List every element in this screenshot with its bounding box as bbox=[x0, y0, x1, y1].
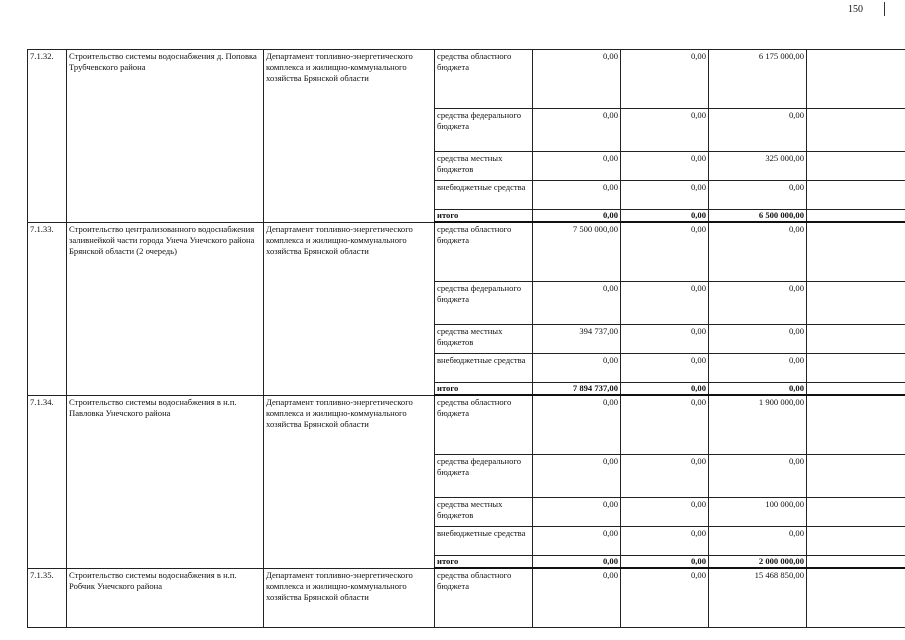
funding-source: внебюджетные средства bbox=[435, 527, 533, 556]
amount-year-3: 0,00 bbox=[709, 354, 807, 383]
amount-year-3: 0,00 bbox=[709, 282, 807, 325]
amount-year-1: 394 737,00 bbox=[533, 325, 621, 354]
responsible-department: Департамент топливно-энергетического комплекса и жилищно-коммунального хозяйства Брянской области bbox=[264, 395, 435, 568]
amount-year-2: 0,00 bbox=[621, 527, 709, 556]
funding-source: средства федерального бюджета bbox=[435, 455, 533, 498]
item-code: 7.1.35. bbox=[28, 568, 67, 628]
amount-year-2: 0,00 bbox=[621, 354, 709, 383]
empty-cell bbox=[807, 498, 905, 527]
funding-row bbox=[28, 50, 905, 109]
amount-year-2: 0,00 bbox=[621, 498, 709, 527]
funding-source: средства областного бюджета bbox=[435, 395, 533, 455]
amount-year-1: 0,00 bbox=[533, 50, 621, 109]
empty-cell bbox=[807, 455, 905, 498]
empty-cell bbox=[807, 383, 905, 396]
amount-year-2: 0,00 bbox=[621, 568, 709, 628]
amount-year-1: 0,00 bbox=[533, 181, 621, 210]
amount-year-1: 0,00 bbox=[533, 498, 621, 527]
empty-cell bbox=[807, 109, 905, 152]
amount-year-1: 0,00 bbox=[533, 152, 621, 181]
amount-year-3: 1 900 000,00 bbox=[709, 395, 807, 455]
amount-year-1: 0,00 bbox=[533, 210, 621, 223]
page-number: 150 bbox=[848, 4, 863, 15]
amount-year-2: 0,00 bbox=[621, 181, 709, 210]
project-name: Строительство системы водоснабжения д. Поповка Трубчевского района bbox=[67, 50, 264, 223]
amount-year-2: 0,00 bbox=[621, 556, 709, 569]
empty-cell bbox=[807, 210, 905, 223]
funding-source: средства областного бюджета bbox=[435, 222, 533, 282]
amount-year-3: 0,00 bbox=[709, 383, 807, 396]
amount-year-2: 0,00 bbox=[621, 282, 709, 325]
amount-year-1: 0,00 bbox=[533, 568, 621, 628]
amount-year-1: 0,00 bbox=[533, 395, 621, 455]
scan-edge-mark bbox=[884, 2, 885, 16]
amount-year-2: 0,00 bbox=[621, 395, 709, 455]
amount-year-2: 0,00 bbox=[621, 50, 709, 109]
amount-year-1: 0,00 bbox=[533, 527, 621, 556]
empty-cell bbox=[807, 354, 905, 383]
empty-cell bbox=[807, 222, 905, 282]
empty-cell bbox=[807, 527, 905, 556]
amount-year-2: 0,00 bbox=[621, 222, 709, 282]
item-code: 7.1.33. bbox=[28, 222, 67, 395]
amount-year-3: 0,00 bbox=[709, 455, 807, 498]
amount-year-2: 0,00 bbox=[621, 109, 709, 152]
item-code: 7.1.32. bbox=[28, 50, 67, 223]
responsible-department: Департамент топливно-энергетического комплекса и жилищно-коммунального хозяйства Брянской области bbox=[264, 568, 435, 628]
amount-year-3: 0,00 bbox=[709, 181, 807, 210]
funding-source: итого bbox=[435, 210, 533, 223]
project-name: Строительство централизованного водоснабжения заливнейкой части города Унеча Унечского района Брянской области (2 очередь) bbox=[67, 222, 264, 395]
funding-source: средства местных бюджетов bbox=[435, 498, 533, 527]
amount-year-1: 0,00 bbox=[533, 556, 621, 569]
amount-year-2: 0,00 bbox=[621, 210, 709, 223]
empty-cell bbox=[807, 325, 905, 354]
amount-year-3: 6 175 000,00 bbox=[709, 50, 807, 109]
empty-cell bbox=[807, 50, 905, 109]
funding-source: средства федерального бюджета bbox=[435, 109, 533, 152]
empty-cell bbox=[807, 152, 905, 181]
amount-year-1: 0,00 bbox=[533, 282, 621, 325]
funding-row bbox=[28, 395, 905, 455]
amount-year-3: 100 000,00 bbox=[709, 498, 807, 527]
funding-source: внебюджетные средства bbox=[435, 354, 533, 383]
amount-year-3: 0,00 bbox=[709, 109, 807, 152]
funding-source: средства областного бюджета bbox=[435, 568, 533, 628]
amount-year-2: 0,00 bbox=[621, 383, 709, 396]
amount-year-2: 0,00 bbox=[621, 455, 709, 498]
amount-year-3: 6 500 000,00 bbox=[709, 210, 807, 223]
funding-source: итого bbox=[435, 383, 533, 396]
project-name: Строительство системы водоснабжения в н.п. Робчик Унечского района bbox=[67, 568, 264, 628]
empty-cell bbox=[807, 556, 905, 569]
funding-source: средства областного бюджета bbox=[435, 50, 533, 109]
empty-cell bbox=[807, 181, 905, 210]
empty-cell bbox=[807, 282, 905, 325]
amount-year-3: 325 000,00 bbox=[709, 152, 807, 181]
amount-year-1: 7 500 000,00 bbox=[533, 222, 621, 282]
amount-year-2: 0,00 bbox=[621, 325, 709, 354]
amount-year-1: 7 894 737,00 bbox=[533, 383, 621, 396]
amount-year-1: 0,00 bbox=[533, 109, 621, 152]
amount-year-1: 0,00 bbox=[533, 455, 621, 498]
amount-year-3: 0,00 bbox=[709, 222, 807, 282]
budget-table bbox=[27, 49, 905, 628]
amount-year-3: 2 000 000,00 bbox=[709, 556, 807, 569]
responsible-department: Департамент топливно-энергетического комплекса и жилищно-коммунального хозяйства Брянской области bbox=[264, 50, 435, 223]
project-name: Строительство системы водоснабжения в н.п. Павловка Унечского района bbox=[67, 395, 264, 568]
funding-source: средства местных бюджетов bbox=[435, 325, 533, 354]
amount-year-1: 0,00 bbox=[533, 354, 621, 383]
empty-cell bbox=[807, 568, 905, 628]
funding-row bbox=[28, 222, 905, 282]
amount-year-3: 0,00 bbox=[709, 325, 807, 354]
funding-source: средства местных бюджетов bbox=[435, 152, 533, 181]
funding-row bbox=[28, 568, 905, 628]
amount-year-2: 0,00 bbox=[621, 152, 709, 181]
funding-source: итого bbox=[435, 556, 533, 569]
responsible-department: Департамент топливно-энергетического комплекса и жилищно-коммунального хозяйства Брянской области bbox=[264, 222, 435, 395]
funding-source: внебюджетные средства bbox=[435, 181, 533, 210]
empty-cell bbox=[807, 395, 905, 455]
amount-year-3: 15 468 850,00 bbox=[709, 568, 807, 628]
item-code: 7.1.34. bbox=[28, 395, 67, 568]
amount-year-3: 0,00 bbox=[709, 527, 807, 556]
funding-source: средства федерального бюджета bbox=[435, 282, 533, 325]
